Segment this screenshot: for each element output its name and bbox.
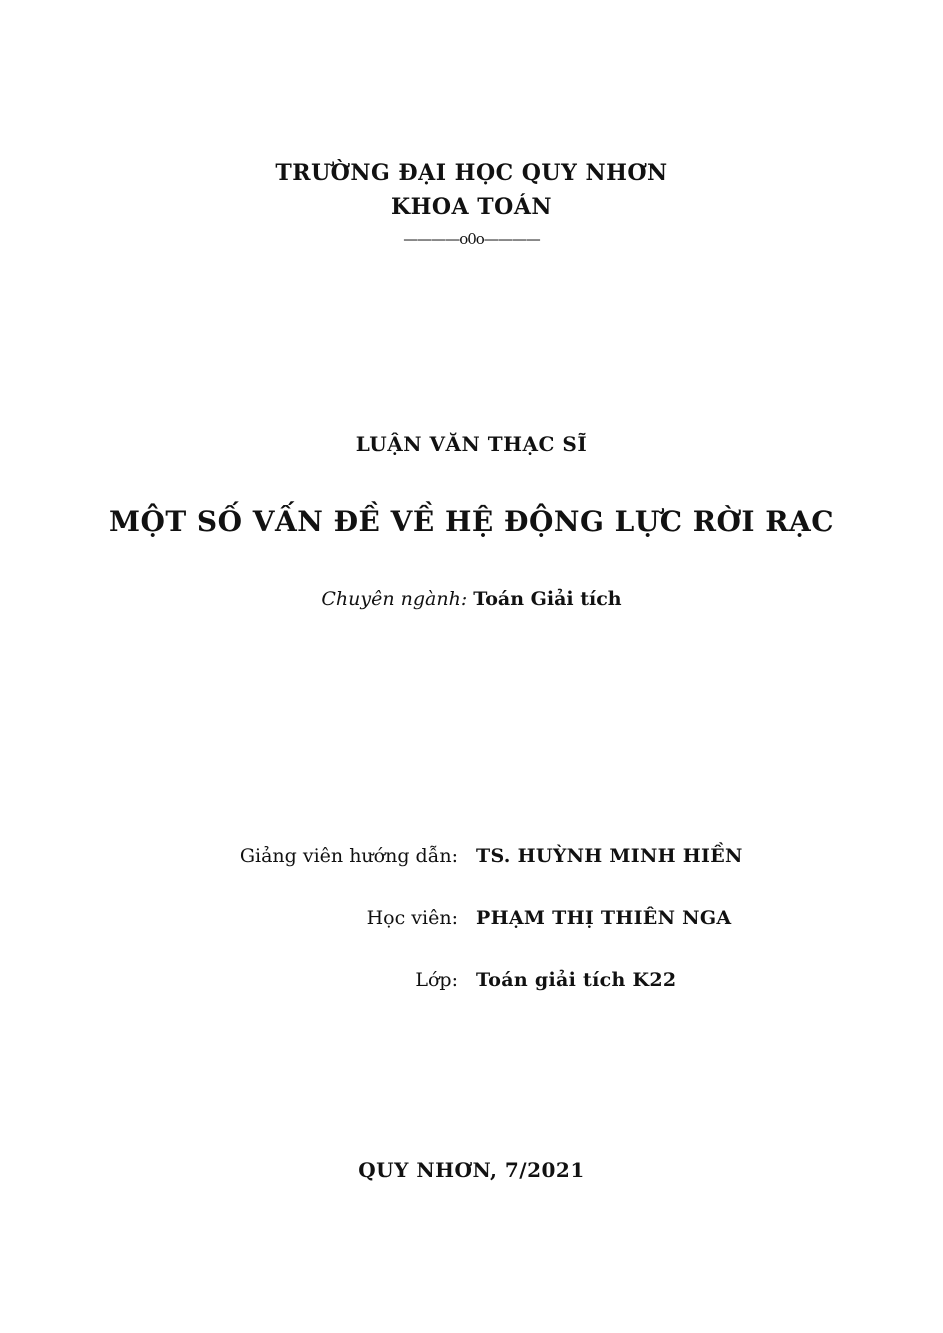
class-label: Lớp: bbox=[415, 969, 458, 991]
advisor-name: TS. HUỲNH MINH HIỀN bbox=[476, 845, 743, 867]
specialization-label: Chuyên ngành: bbox=[321, 588, 468, 610]
thesis-title: MỘT SỐ VẤN ĐỀ VỀ HỆ ĐỘNG LỰC RỜI RẠC bbox=[108, 505, 835, 538]
university-name: TRƯỜNG ĐẠI HỌC QUY NHƠN bbox=[275, 160, 668, 186]
student-row bbox=[0, 907, 943, 937]
student-name: PHẠM THỊ THIÊN NGA bbox=[476, 907, 732, 929]
advisor-label: Giảng viên hướng dẫn: bbox=[239, 845, 458, 867]
student-label: Học viên: bbox=[366, 907, 458, 929]
advisor-row bbox=[0, 845, 943, 875]
place-date: QUY NHƠN, 7/2021 bbox=[358, 1158, 585, 1182]
specialization-value: Toán Giải tích bbox=[473, 588, 622, 610]
faculty-name: KHOA TOÁN bbox=[390, 194, 552, 220]
ornament-divider: ————o0o———— bbox=[403, 230, 540, 248]
class-name: Toán giải tích K22 bbox=[476, 969, 677, 991]
thesis-type: LUẬN VĂN THẠC SĨ bbox=[355, 432, 588, 456]
specialization-line bbox=[0, 588, 943, 610]
class-row bbox=[0, 969, 943, 999]
